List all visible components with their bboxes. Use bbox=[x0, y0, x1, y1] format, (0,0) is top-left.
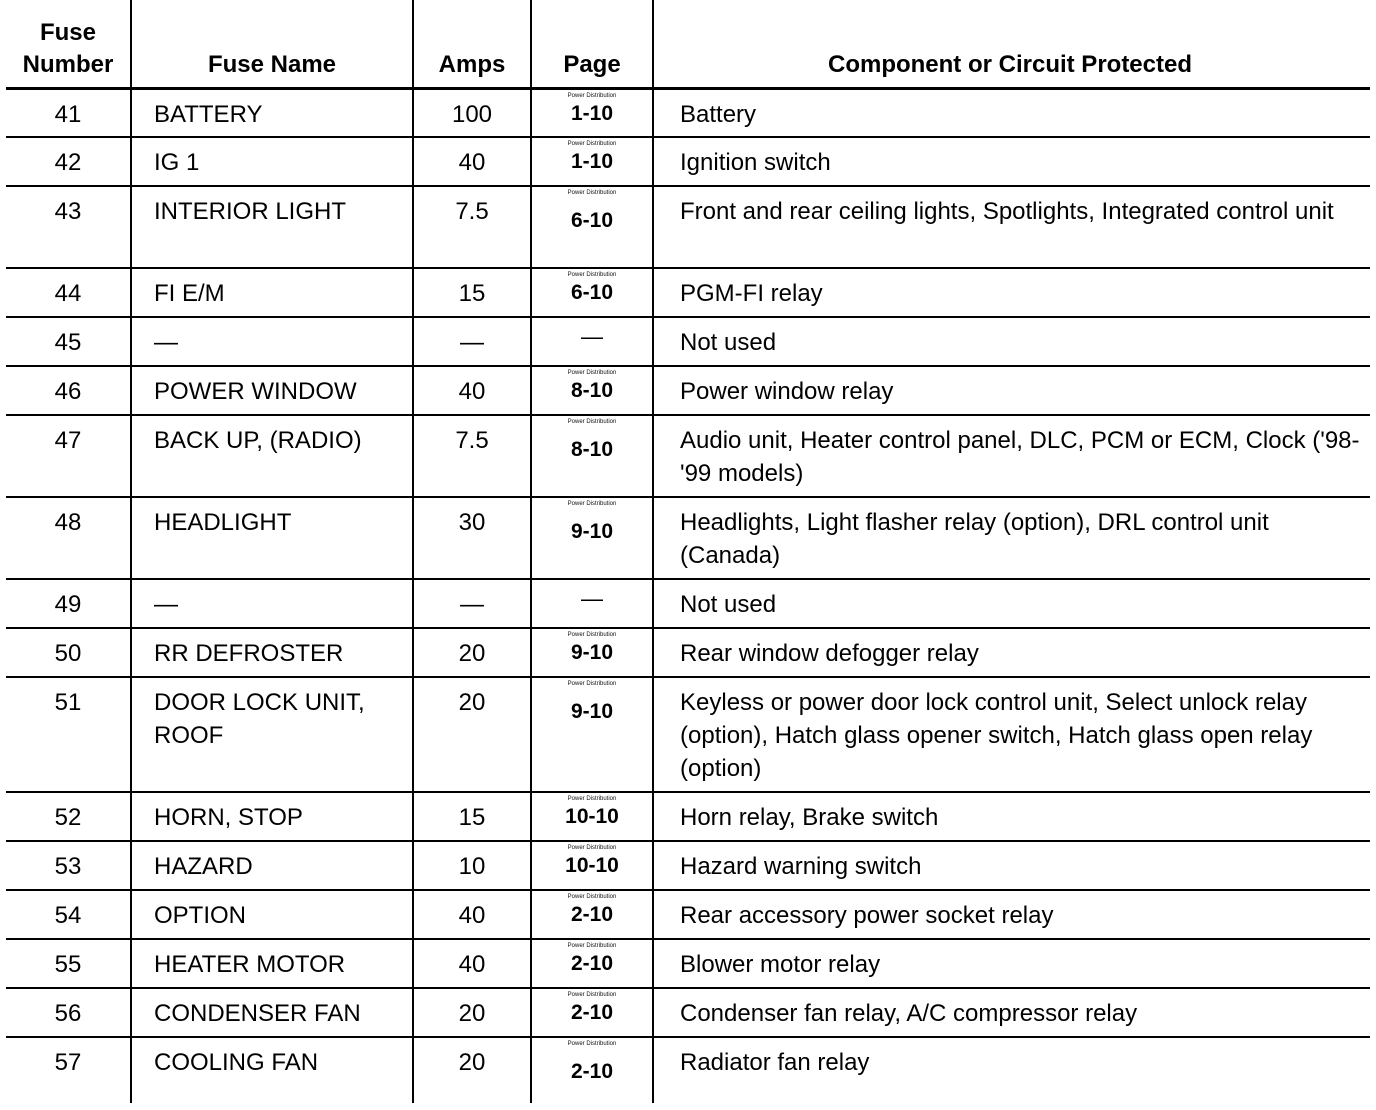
fuse-name-cell: RR DEFROSTER bbox=[131, 628, 413, 677]
page-cell bbox=[531, 628, 653, 677]
table-row bbox=[6, 939, 1370, 988]
page-caption: Power Distribution bbox=[567, 141, 617, 147]
page-caption: Power Distribution bbox=[567, 92, 617, 99]
page-number: — bbox=[581, 324, 603, 349]
page-reference bbox=[532, 631, 652, 664]
fuse-name-cell: INTERIOR LIGHT bbox=[131, 186, 413, 268]
page-reference bbox=[532, 991, 652, 1024]
table-row bbox=[6, 677, 1370, 792]
fuse-number-cell: 49 bbox=[6, 579, 131, 628]
fuse-name-cell: BACK UP, (RADIO) bbox=[131, 415, 413, 497]
fuse-number-cell: 57 bbox=[54, 1049, 82, 1076]
table-row bbox=[6, 88, 1370, 137]
fuse-number-cell: 44 bbox=[6, 268, 131, 317]
fuse-name-cell: DOOR LOCK UNIT, ROOF bbox=[131, 677, 413, 792]
fuse-number-cell: 50 bbox=[6, 628, 131, 677]
page-number: 1-10 bbox=[570, 101, 614, 125]
component-cell: Radiator fan relay bbox=[653, 1037, 1370, 1103]
page-reference bbox=[532, 582, 652, 614]
amps-cell: 40 bbox=[413, 137, 531, 186]
page-number: 2-10 bbox=[570, 952, 614, 975]
amps-cell: — bbox=[413, 579, 531, 628]
page-cell bbox=[531, 137, 653, 186]
page-reference bbox=[532, 893, 652, 926]
fuse-name-cell: FI E/M bbox=[131, 268, 413, 317]
component-cell: Horn relay, Brake switch bbox=[653, 792, 1370, 841]
page-cell bbox=[531, 939, 653, 988]
amps-cell: — bbox=[413, 317, 531, 366]
amps-cell: 7.5 bbox=[413, 186, 531, 268]
table-row bbox=[6, 415, 1370, 497]
page-reference bbox=[532, 271, 652, 304]
header-page: Page bbox=[531, 0, 653, 88]
page-number: 2-10 bbox=[570, 1001, 614, 1024]
page-cell bbox=[531, 890, 653, 939]
fuse-name-cell: HORN, STOP bbox=[131, 792, 413, 841]
amps-cell: 40 bbox=[413, 939, 531, 988]
fuse-number-cell: 48 bbox=[6, 497, 131, 579]
header-component: Component or Circuit Protected bbox=[653, 0, 1370, 88]
component-cell: Blower motor relay bbox=[653, 939, 1370, 988]
page-reference bbox=[532, 844, 652, 877]
table-row bbox=[6, 317, 1370, 366]
page-caption: Power Distribution bbox=[567, 894, 617, 900]
fuse-name-cell: CONDENSER FAN bbox=[131, 988, 413, 1037]
page-number: 2-10 bbox=[570, 903, 614, 926]
page-cell bbox=[531, 579, 653, 628]
table-row bbox=[6, 628, 1370, 677]
component-cell: Audio unit, Heater control panel, DLC, PCM or ECM, Clock ('98-'99 models) bbox=[653, 415, 1370, 497]
component-cell: Rear accessory power socket relay bbox=[653, 890, 1370, 939]
page-caption: Power Distribution bbox=[567, 632, 617, 638]
page-caption: Power Distribution bbox=[567, 190, 617, 196]
amps-cell: 40 bbox=[413, 366, 531, 415]
component-cell: Rear window defogger relay bbox=[653, 628, 1370, 677]
page-caption: Power Distribution bbox=[567, 419, 617, 425]
page-caption: Power Distribution bbox=[567, 681, 617, 687]
page-cell bbox=[531, 366, 653, 415]
page-caption: Power Distribution bbox=[567, 370, 617, 376]
component-cell: Not used bbox=[653, 317, 1370, 366]
component-cell: Hazard warning switch bbox=[653, 841, 1370, 890]
component-cell: Battery bbox=[653, 88, 1370, 137]
amps-cell: 20 bbox=[413, 677, 531, 792]
page-caption: Power Distribution bbox=[567, 943, 617, 949]
amps-cell: 20 bbox=[413, 628, 531, 677]
page-caption: Power Distribution bbox=[567, 1041, 617, 1047]
amps-cell: 100 bbox=[413, 88, 531, 137]
header-row bbox=[6, 0, 1370, 88]
page-cell bbox=[531, 186, 653, 268]
fuse-name-cell: BATTERY bbox=[131, 88, 413, 137]
fuse-name-cell: IG 1 bbox=[131, 137, 413, 186]
fuse-name-cell: HEADLIGHT bbox=[131, 497, 413, 579]
amps-cell: 20 bbox=[413, 988, 531, 1037]
fuse-name-cell: OPTION bbox=[131, 890, 413, 939]
table-row bbox=[6, 1037, 1370, 1103]
page-cell bbox=[531, 88, 653, 137]
amps-cell: 20 bbox=[413, 1037, 531, 1103]
component-cell: Condenser fan relay, A/C compressor relay bbox=[653, 988, 1370, 1037]
fuse-name-cell: HEATER MOTOR bbox=[131, 939, 413, 988]
page-reference bbox=[532, 680, 652, 723]
page-cell bbox=[531, 497, 653, 579]
page-cell bbox=[531, 841, 653, 890]
table-row bbox=[6, 792, 1370, 841]
table-row bbox=[6, 137, 1370, 186]
amps-cell: 10 bbox=[413, 841, 531, 890]
table-row bbox=[6, 890, 1370, 939]
page-cell bbox=[531, 415, 653, 497]
fuse-name-cell: — bbox=[131, 579, 413, 628]
fuse-number-cell: 53 bbox=[6, 841, 131, 890]
fuse-name-cell: — bbox=[131, 317, 413, 366]
page-number: 8-10 bbox=[570, 379, 614, 402]
page-reference bbox=[532, 942, 652, 975]
page-reference bbox=[532, 369, 652, 402]
amps-cell: 30 bbox=[413, 497, 531, 579]
component-cell: Ignition switch bbox=[653, 137, 1370, 186]
page-number: 6-10 bbox=[570, 281, 614, 304]
fuse-name-cell: COOLING FAN bbox=[131, 1037, 413, 1103]
table-row bbox=[6, 497, 1370, 579]
table-row bbox=[6, 988, 1370, 1037]
amps-cell: 40 bbox=[413, 890, 531, 939]
component-cell: Headlights, Light flasher relay (option), DRL control unit (Canada) bbox=[653, 497, 1370, 579]
fuse-number-cell: 42 bbox=[6, 137, 131, 186]
amps-cell: 7.5 bbox=[413, 415, 531, 497]
page-reference bbox=[532, 418, 652, 461]
page-reference bbox=[532, 320, 652, 352]
page-number: 8-10 bbox=[570, 438, 614, 461]
page-caption: Power Distribution bbox=[567, 272, 617, 278]
fuse-number-cell: 41 bbox=[6, 88, 131, 137]
page-number: 2-10 bbox=[570, 1060, 614, 1083]
page-caption: Power Distribution bbox=[567, 796, 617, 802]
page-caption: Power Distribution bbox=[567, 845, 617, 851]
fuse-name-cell: POWER WINDOW bbox=[131, 366, 413, 415]
page-reference bbox=[532, 92, 652, 125]
page-reference bbox=[532, 140, 652, 173]
component-cell: PGM-FI relay bbox=[653, 268, 1370, 317]
page-reference bbox=[532, 1040, 652, 1083]
page-reference bbox=[532, 500, 652, 543]
fuse-name-cell: HAZARD bbox=[131, 841, 413, 890]
table-row bbox=[6, 186, 1370, 268]
fuse-number-cell: 43 bbox=[6, 186, 131, 268]
page-number: 1-10 bbox=[570, 150, 614, 173]
fuse-number-cell: 52 bbox=[6, 792, 131, 841]
fuse-number-cell: 46 bbox=[6, 366, 131, 415]
header-fuse-number: Fuse Number bbox=[6, 0, 131, 88]
page-cell bbox=[531, 988, 653, 1037]
header-fuse-name: Fuse Name bbox=[131, 0, 413, 88]
component-cell: Not used bbox=[653, 579, 1370, 628]
fuse-table bbox=[6, 0, 1370, 1103]
page-cell bbox=[531, 792, 653, 841]
page-number: 9-10 bbox=[570, 520, 614, 543]
page-reference bbox=[532, 189, 652, 232]
page-number: 10-10 bbox=[565, 854, 619, 877]
table-row bbox=[6, 579, 1370, 628]
page-number: — bbox=[581, 586, 603, 611]
fuse-number-cell: 55 bbox=[6, 939, 131, 988]
component-cell: Keyless or power door lock control unit, Select unlock relay (option), Hatch glass opener switch, Hatch glass open relay (option) bbox=[653, 677, 1370, 792]
page-cell bbox=[531, 1037, 653, 1103]
fuse-number-cell: 56 bbox=[6, 988, 131, 1037]
page-cell bbox=[531, 677, 653, 792]
page-cell bbox=[531, 317, 653, 366]
page-caption: Power Distribution bbox=[567, 992, 617, 998]
component-cell: Power window relay bbox=[653, 366, 1370, 415]
fuse-table-body bbox=[6, 88, 1370, 1103]
page-number: 10-10 bbox=[565, 805, 619, 828]
page-number: 9-10 bbox=[570, 641, 614, 664]
page-number: 9-10 bbox=[570, 700, 614, 723]
table-row bbox=[6, 268, 1370, 317]
table-row bbox=[6, 366, 1370, 415]
page-cell bbox=[531, 268, 653, 317]
component-cell: Front and rear ceiling lights, Spotlights, Integrated control unit bbox=[653, 186, 1370, 268]
fuse-number-cell: 47 bbox=[6, 415, 131, 497]
page-number: 6-10 bbox=[570, 209, 614, 232]
fuse-number-cell: 45 bbox=[6, 317, 131, 366]
page-caption: Power Distribution bbox=[567, 501, 617, 507]
table-row bbox=[6, 841, 1370, 890]
page-reference bbox=[532, 795, 652, 828]
fuse-number-cell: 54 bbox=[6, 890, 131, 939]
amps-cell: 15 bbox=[413, 792, 531, 841]
amps-cell: 15 bbox=[413, 268, 531, 317]
fuse-number-cell: 51 bbox=[6, 677, 131, 792]
header-amps: Amps bbox=[413, 0, 531, 88]
